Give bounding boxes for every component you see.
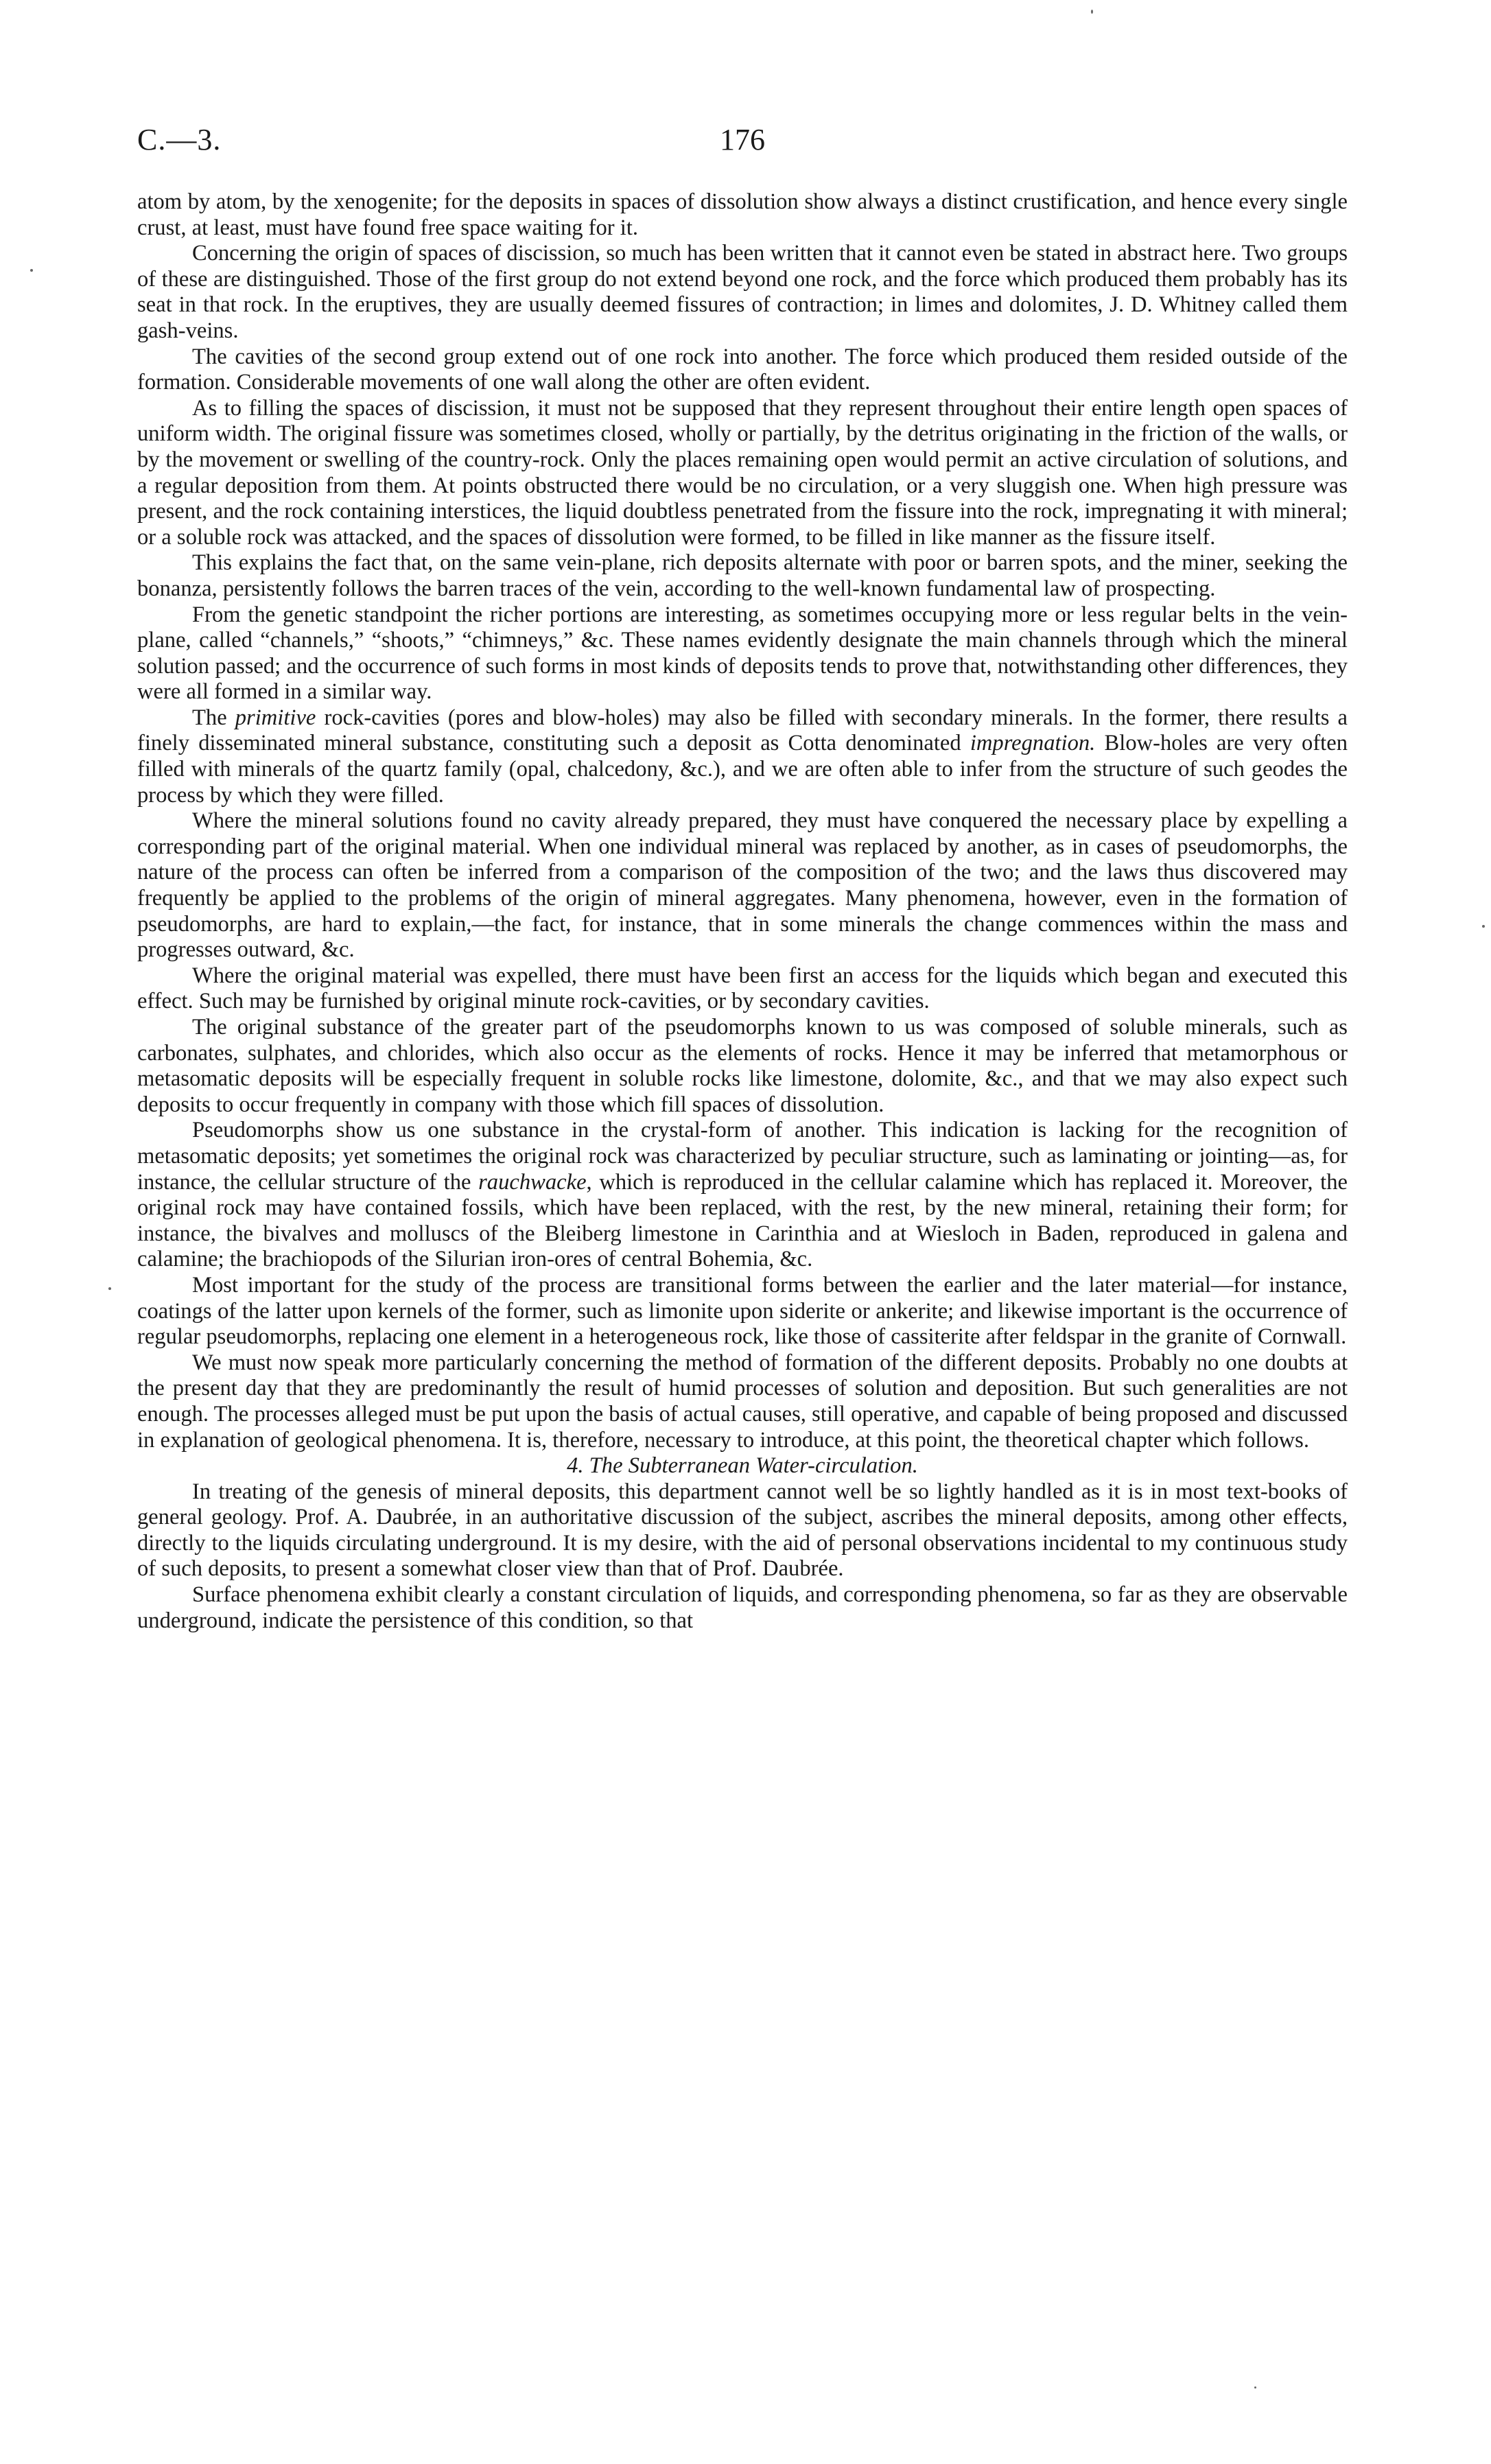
italic-term: impregnation.: [970, 731, 1096, 756]
paragraph: atom by atom, by the xenogenite; for the deposits in spaces of dissolution show always a distinct crustification, and hence every single crust, at least, must have found free space waiting for it.: [137, 189, 1348, 240]
paragraph: Where the mineral solutions found no cavity already prepared, they must have conquered the necessary place by expelling a corresponding part of the original material. When one individual mineral was replaced by another, as in cases of pseudomorphs, the nature of the process can often be inferred from a comparison of the composition of the two; and the laws thus discovered may frequently be applied to the problems of the origin of mineral aggregates. Many phenomena, however, even in the formation of pseudomorphs, are hard to explain,—the fact, for instance, that in some minerals the change commences within the mass and progresses outward, &c.: [137, 808, 1348, 963]
paragraph: Concerning the origin of spaces of discission, so much has been written that it cannot even be stated in abstract here. Two groups of these are distinguished. Those of the first group do not extend beyond one rock, and the force which produced them probably has its seat in that rock. In the eruptives, they are usually deemed fissures of contraction; in limes and dolomites, J. D. Whitney called them gash-veins.: [137, 241, 1348, 343]
section-heading: 4. The Subterranean Water-circulation.: [567, 1453, 918, 1479]
text-fragment: Pseudomorphs show us one substance in the crystal-form of another. This indication is lacking for the recognition of metasomatic deposits; yet sometimes the original rock was characterized by peculiar structure, such as laminating or jointing—as, for instance, the cellular structure of the: [137, 1118, 1348, 1195]
page-header: [137, 122, 1348, 163]
paragraph: [137, 705, 1348, 808]
document-reference: C.—3.: [137, 123, 222, 156]
italic-term: rauchwacke: [478, 1169, 587, 1195]
text-fragment: Blow-holes are very often filled with minerals of the quartz family (opal, chalcedony, &c.), and we are often able to infer from the structure of such geodes the process by which they were filled.: [137, 731, 1348, 808]
paragraph: The cavities of the second group extend out of one rock into another. The force which produced them resided outside of the formation. Considerable movements of one wall along the other are often evident.: [137, 344, 1348, 395]
italic-term: primitive: [235, 705, 316, 730]
paragraph: The original substance of the greater part of the pseudomorphs known to us was composed of soluble minerals, such as carbonates, sulphates, and chlorides, which also occur as the elements of rocks. Hence it may be inferred that metamorphous or metasomatic deposits will be especially frequent in soluble rocks like limestone, dolomite, &c., and that we may also expect such deposits to occur frequently in company with those which fill spaces of dissolution.: [137, 1015, 1348, 1117]
paragraph: In treating of the genesis of mineral deposits, this department cannot well be so lightly handled as it is in most text-books of general geology. Prof. A. Daubrée, in an authoritative discussion of the subject, ascribes the mineral deposits, among other effects, directly to the liquids circulating underground. It is my desire, with the aid of personal observations incidental to my continuous study of such deposits, to present a somewhat closer view than that of Prof. Daubrée.: [137, 1479, 1348, 1582]
paragraph: Most important for the study of the process are transitional forms between the earlier and the later material—for instance, coatings of the latter upon kernels of the former, such as limonite upon siderite or ankerite; and likewise important is the occurrence of regular pseudomorphs, replacing one element in a heterogeneous rock, like those of cassiterite after feldspar in the granite of Cornwall.: [137, 1272, 1348, 1350]
scan-speck: [1482, 925, 1485, 928]
text-fragment: The: [192, 705, 235, 730]
text-fragment: rock-cavities (pores and blow-holes) may also be filled with secondary minerals. In the former, there results a finely disseminated mineral substance, constituting such a deposit as Cotta denominated: [137, 705, 1348, 756]
paragraph: From the genetic standpoint the richer portions are interesting, as sometimes occupying more or less regular belts in the vein-plane, called “channels,” “shoots,” “chimneys,” &c. These names evidently designate the main channels through which the mineral solution passed; and the occurrence of such forms in most kinds of deposits tends to prove that, notwithstanding other differences, they were all formed in a similar way.: [137, 602, 1348, 705]
scan-speck: [1254, 2386, 1256, 2389]
paragraph: Where the original material was expelled, there must have been first an access for the liquids which began and executed this effect. Such may be furnished by original minute rock-cavities, or by secondary cavities.: [137, 963, 1348, 1014]
page-body: [137, 189, 1348, 1634]
paragraph: We must now speak more particularly concerning the method of formation of the different deposits. Probably no one doubts at the present day that they are predominantly the result of humid processes of solution and deposition. But such generalities are not enough. The processes alleged must be put upon the basis of actual causes, still operative, and capable of being proposed and discussed in explanation of geological phenomena. It is, therefore, necessary to introduce, at this point, the theoretical chapter which follows.: [137, 1350, 1348, 1453]
paragraph: Surface phenomena exhibit clearly a constant circulation of liquids, and corresponding phenomena, so far as they are observable underground, indicate the persistence of this condition, so that: [137, 1582, 1348, 1633]
scan-speck: [30, 269, 33, 272]
page-number: 176: [720, 123, 765, 156]
paragraph: [137, 1118, 1348, 1273]
scan-speck: [108, 1287, 111, 1290]
scan-speck: [1091, 10, 1093, 14]
text-fragment: , which is reproduced in the cellular calamine which has replaced it. Moreover, the original rock may have contained fossils, which have been replaced, with the rest, by the new mineral, retaining their form; for instance, the bivalves and molluscs of the Bleiberg limestone in Carinthia and at Wiesloch in Baden, reproduced in galena and calamine; the brachiopods of the Silurian iron-ores of central Bohemia, &c.: [137, 1169, 1348, 1272]
paragraph: As to filling the spaces of discission, it must not be supposed that they represent throughout their entire length open spaces of uniform width. The original fissure was sometimes closed, wholly or partially, by the detritus originating in the friction of the walls, or by the movement or swelling of the country-rock. Only the places remaining open would permit an active circulation of solutions, and a regular deposition from them. At points obstructed there would be no circulation, or a very sluggish one. When high pressure was present, and the rock containing interstices, the liquid doubtless penetrated from the fissure into the rock, impregnating it with mineral; or a soluble rock was attacked, and the spaces of dissolution were formed, to be filled in like manner as the fissure itself.: [137, 395, 1348, 550]
paragraph: This explains the fact that, on the same vein-plane, rich deposits alternate with poor or barren spots, and the miner, seeking the bonanza, persistently follows the barren traces of the vein, according to the well-known fundamental law of prospecting.: [137, 550, 1348, 601]
